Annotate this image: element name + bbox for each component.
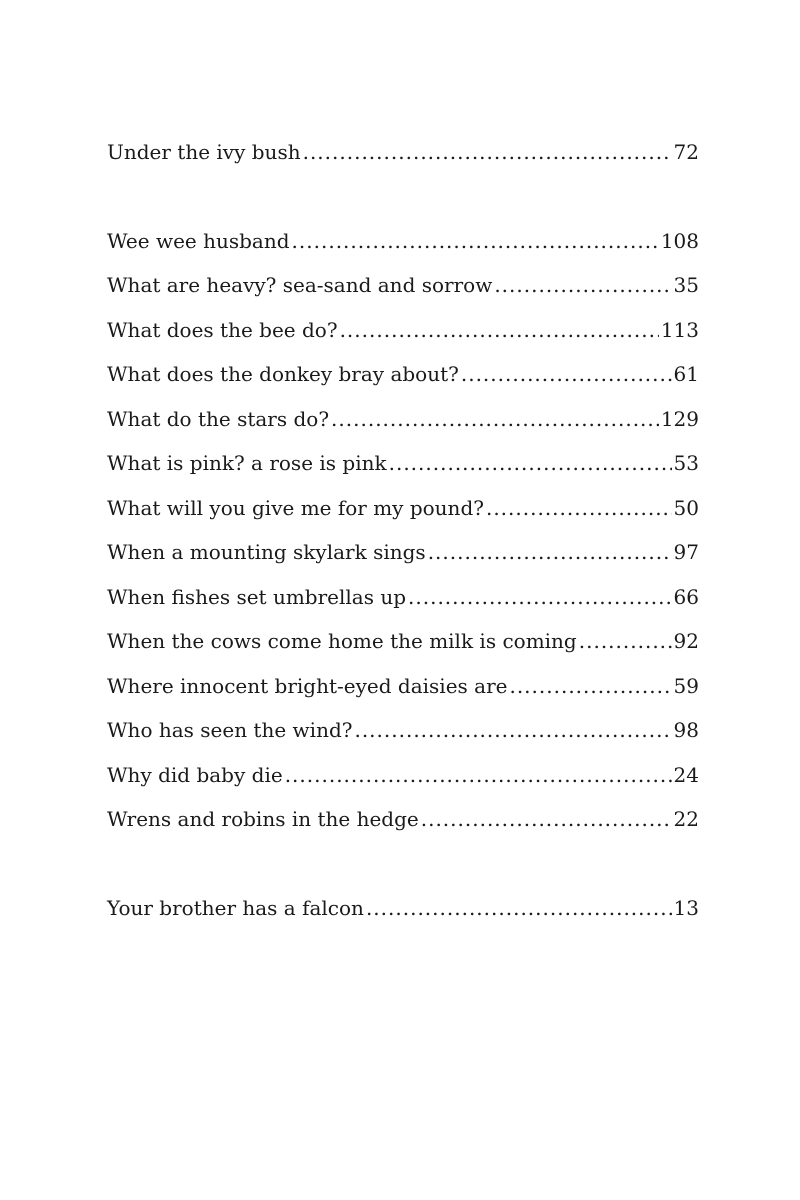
dot-leader bbox=[494, 271, 671, 299]
entry-title: Where innocent bright-eyed daisies are bbox=[107, 673, 508, 698]
toc-entry bbox=[107, 805, 699, 850]
dot-leader bbox=[486, 494, 672, 522]
dot-leader bbox=[331, 405, 659, 433]
entry-page-number: 113 bbox=[660, 317, 699, 342]
dot-leader bbox=[340, 316, 659, 344]
entry-page-number: 35 bbox=[673, 273, 699, 297]
dot-leader bbox=[292, 227, 659, 255]
dot-leader bbox=[285, 761, 672, 789]
entry-page-number: 50 bbox=[673, 495, 699, 520]
dot-leader bbox=[366, 894, 672, 922]
table-of-contents bbox=[107, 138, 699, 938]
entry-page-number: 66 bbox=[673, 584, 699, 609]
entry-page-number: 108 bbox=[660, 228, 699, 253]
entry-page-number: 53 bbox=[673, 451, 699, 475]
toc-entry bbox=[107, 716, 699, 761]
entry-page-number: 72 bbox=[673, 140, 699, 164]
toc-entry bbox=[107, 538, 699, 583]
toc-entry bbox=[107, 672, 699, 717]
dot-leader bbox=[428, 538, 672, 566]
entry-page-number: 98 bbox=[673, 718, 699, 742]
dot-leader bbox=[303, 138, 672, 166]
entry-page-number: 92 bbox=[673, 629, 699, 653]
toc-entry bbox=[107, 227, 699, 272]
toc-section-w bbox=[107, 227, 699, 850]
entry-title: Your brother has a falcon bbox=[107, 895, 364, 920]
toc-section-u bbox=[107, 138, 699, 183]
entry-page-number: 61 bbox=[673, 362, 699, 386]
entry-title: Wrens and robins in the hedge bbox=[107, 807, 419, 831]
toc-entry bbox=[107, 761, 699, 806]
dot-leader bbox=[354, 716, 671, 744]
entry-page-number: 13 bbox=[673, 895, 699, 920]
dot-leader bbox=[389, 449, 672, 477]
entry-title: What does the donkey bray about? bbox=[107, 362, 459, 386]
toc-entry bbox=[107, 627, 699, 672]
entry-title: What do the stars do? bbox=[107, 406, 330, 431]
toc-entry bbox=[107, 316, 699, 361]
dot-leader bbox=[579, 627, 672, 655]
entry-page-number: 24 bbox=[673, 762, 699, 787]
dot-leader bbox=[408, 583, 672, 611]
entry-title: Who has seen the wind? bbox=[107, 718, 353, 742]
toc-entry bbox=[107, 271, 699, 316]
toc-section-y bbox=[107, 894, 699, 939]
entry-title: What will you give me for my pound? bbox=[107, 495, 484, 520]
entry-title: What is pink? a rose is pink bbox=[107, 451, 387, 475]
toc-entry bbox=[107, 494, 699, 539]
dot-leader bbox=[509, 672, 671, 700]
entry-title: Wee wee husband bbox=[107, 228, 290, 253]
entry-title: When a mounting skylark sings bbox=[107, 540, 426, 564]
entry-title: Under the ivy bush bbox=[107, 140, 301, 164]
toc-entry bbox=[107, 360, 699, 405]
entry-page-number: 59 bbox=[673, 673, 699, 698]
toc-entry bbox=[107, 449, 699, 494]
entry-title: When fishes set umbrellas up bbox=[107, 584, 407, 609]
toc-entry bbox=[107, 405, 699, 450]
entry-title: What are heavy? sea-sand and sorrow bbox=[107, 273, 493, 297]
toc-entry bbox=[107, 583, 699, 628]
toc-entry bbox=[107, 138, 699, 183]
dot-leader bbox=[421, 805, 672, 833]
entry-page-number: 22 bbox=[673, 807, 699, 831]
toc-entry bbox=[107, 894, 699, 939]
entry-page-number: 97 bbox=[673, 540, 699, 564]
dot-leader bbox=[461, 360, 672, 388]
entry-title: What does the bee do? bbox=[107, 317, 338, 342]
entry-title: Why did baby die bbox=[107, 762, 283, 787]
entry-title: When the cows come home the milk is coming bbox=[107, 629, 577, 653]
entry-page-number: 129 bbox=[660, 406, 699, 431]
